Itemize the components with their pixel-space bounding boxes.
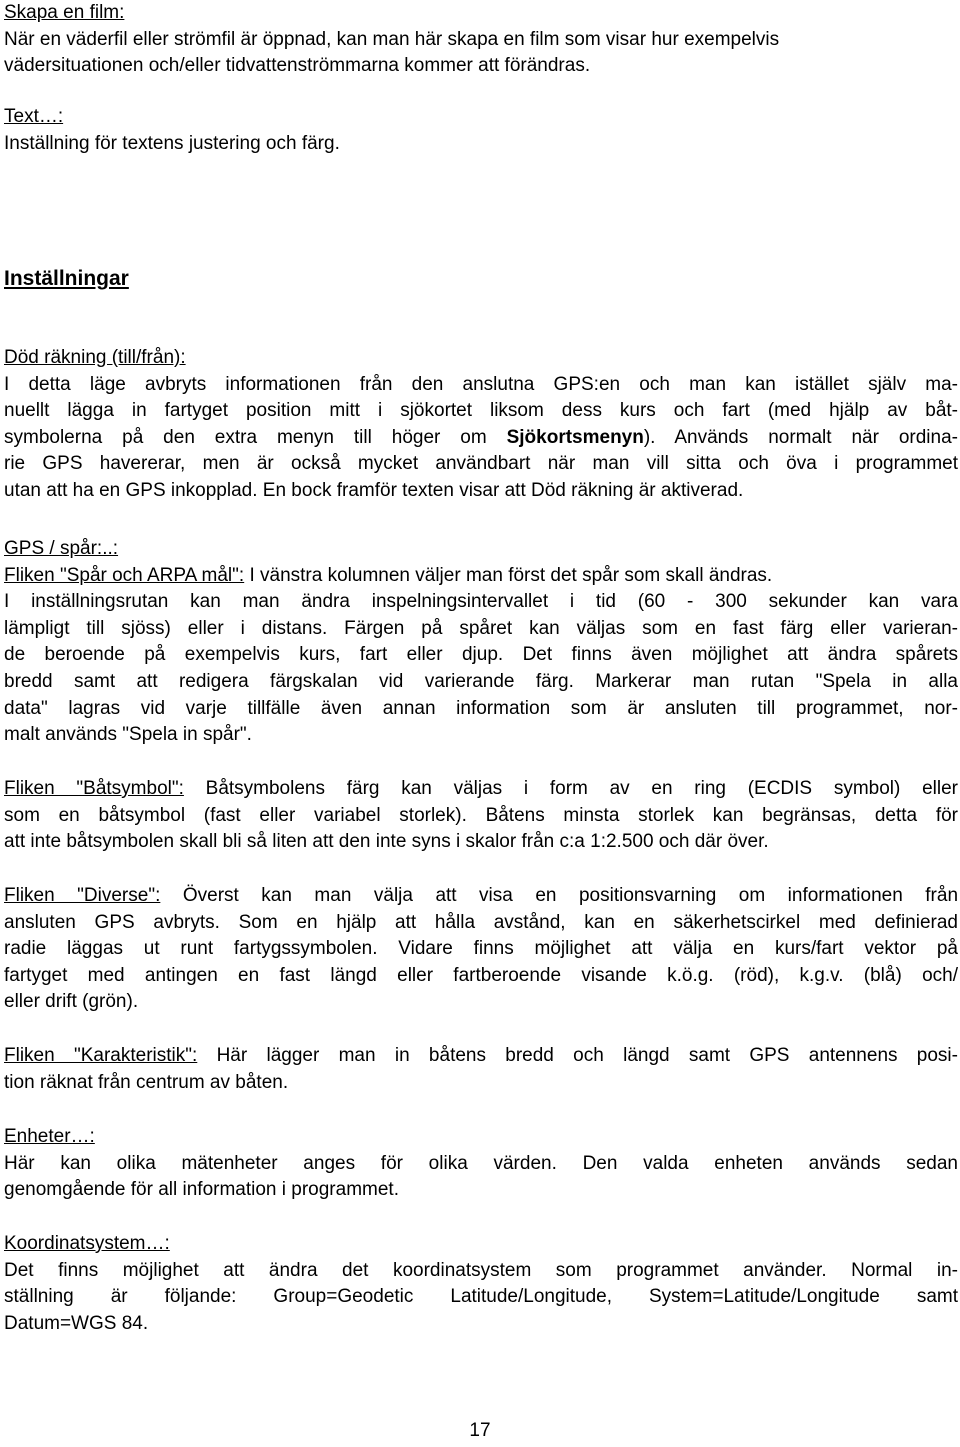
page-number: 17 [469, 1420, 491, 1441]
film-line-1: När en väderfil eller strömfil är öppnad, kan man här skapa en film som visar hur exempelvis [4, 28, 780, 50]
section-text-setting [4, 104, 958, 157]
text-heading: Text…: [4, 106, 64, 127]
section-enheter [4, 1124, 958, 1204]
batsymbol-tab-label: Fliken "Båtsymbol": [4, 778, 184, 799]
koord-line-3: Datum=WGS 84. [4, 1312, 149, 1334]
film-heading: Skapa en film: [4, 2, 125, 23]
dod-heading: Död räkning (till/från): [4, 347, 186, 368]
batsymbol-line-1-rest: Båtsymbolens färg kan väljas i form av en ring (ECDIS symbol) eller [183, 778, 958, 799]
diverse-line-5: eller drift (grön). [4, 991, 139, 1013]
film-line-2: vädersituationen och/eller tidvattenströmmarna kommer att förändras. [4, 55, 591, 77]
gps-line-1 [4, 563, 958, 590]
section-diverse [4, 883, 958, 1016]
dod-line-1: I detta läge avbryts informationen från den anslutna GPS:en och man kan istället själv ma- [4, 373, 958, 395]
karakteristik-line-2: tion räknat från centrum av båten. [4, 1071, 289, 1093]
diverse-line-1-rest: Överst kan man välja att visa en positionsvarning om informationen från [160, 885, 958, 906]
section-batsymbol [4, 776, 958, 856]
batsymbol-line-3: att inte båtsymbolen skall bli så liten att den inte syns i skalor från c:a 1:2.500 och där över. [4, 831, 769, 853]
karakteristik-line-1 [4, 1043, 958, 1070]
dod-line-4: rie GPS havererar, men är också mycket användbart när man vill sitta och öva i programmet [4, 453, 958, 475]
karakteristik-line-1-rest: Här lägger man in båtens bredd och längd samt GPS antennens posi- [197, 1045, 958, 1066]
enheter-heading: Enheter…: [4, 1126, 95, 1147]
gps-line-4: de beroende på exempelvis kurs, fart eller djup. Det finns även möjlighet att ändra spårets [4, 644, 958, 666]
diverse-line-3: radie läggas ut runt fartygssymbolen. Vidare finns möjlighet att välja en kurs/fart vektor på [4, 938, 958, 960]
dod-line-3a: symbolerna på den extra menyn till höger om [4, 426, 507, 448]
gps-heading: GPS / spår:..: [4, 538, 119, 559]
installningar-title: Inställningar [4, 267, 129, 290]
gps-line-2: I inställningsrutan kan man ändra inspelningsintervallet i tid (60 - 300 sekunder kan vara [4, 591, 958, 613]
koord-heading: Koordinatsystem…: [4, 1233, 170, 1254]
karakteristik-tab-label: Fliken "Karakteristik": [4, 1045, 198, 1066]
batsymbol-line-1 [4, 776, 958, 803]
enheter-line-2: genomgående för all information i programmet. [4, 1179, 399, 1201]
section-skapa-film [4, 0, 958, 80]
batsymbol-line-2: som en båtsymbol (fast eller variabel storlek). Båtens minsta storlek kan begränsas, detta för [4, 804, 958, 826]
diverse-tab-label: Fliken "Diverse": [4, 885, 161, 906]
diverse-line-4: fartyget med antingen en fast längd eller fartberoende visande k.ö.g. (röd), k.g.v. (blå) och/ [4, 964, 958, 986]
section-gps-spar [4, 536, 958, 749]
gps-line-3: lämpligt till sjöss) eller i distans. Färgen på spåret kan väljas som en fast färg eller varieran- [4, 617, 958, 639]
dod-line-3 [4, 425, 958, 452]
koord-line-1: Det finns möjlighet att ändra det koordinatsystem som programmet använder. Normal in- [4, 1259, 958, 1281]
dod-line-5: utan att ha en GPS inkopplad. En bock framför texten visar att Död räkning är aktiverad. [4, 479, 744, 501]
section-installningar-title [4, 266, 958, 293]
dod-line-2: nuellt lägga in fartyget position mitt i sjökortet liksom dess kurs och fart (med hjälp av båt- [4, 400, 958, 422]
gps-line-1-rest: I vänstra kolumnen väljer man först det spår som skall ändras. [244, 564, 773, 586]
dod-line-3c: ). Används normalt när ordina- [643, 426, 958, 448]
diverse-line-2: ansluten GPS avbryts. Som en hjälp att hålla avstånd, kan en säkerhetscirkel med definierad [4, 911, 958, 933]
gps-line-7: malt används "Spela in spår". [4, 724, 252, 746]
diverse-line-1 [4, 883, 958, 910]
gps-line-6: data" lagras vid varje tillfälle även annan information som är ansluten till programmet, nor- [4, 697, 958, 719]
sjokortsmenyn-term: Sjökortsmenyn [506, 426, 644, 448]
enheter-line-1: Här kan olika mätenheter anges för olika värden. Den valda enheten används sedan [4, 1152, 958, 1174]
koord-line-2: ställning är följande: Group=Geodetic Latitude/Longitude, System=Latitude/Longitude samt [4, 1286, 958, 1308]
section-koordinatsystem [4, 1231, 958, 1337]
gps-line-5: bredd samt att redigera färgskalan vid varierande färg. Markerar man rutan "Spela in alla [4, 670, 958, 692]
section-dod-rakning [4, 345, 958, 505]
section-karakteristik [4, 1043, 958, 1096]
text-line: Inställning för textens justering och färg. [4, 132, 340, 154]
spar-arpa-tab-label: Fliken "Spår och ARPA mål": [4, 564, 245, 586]
